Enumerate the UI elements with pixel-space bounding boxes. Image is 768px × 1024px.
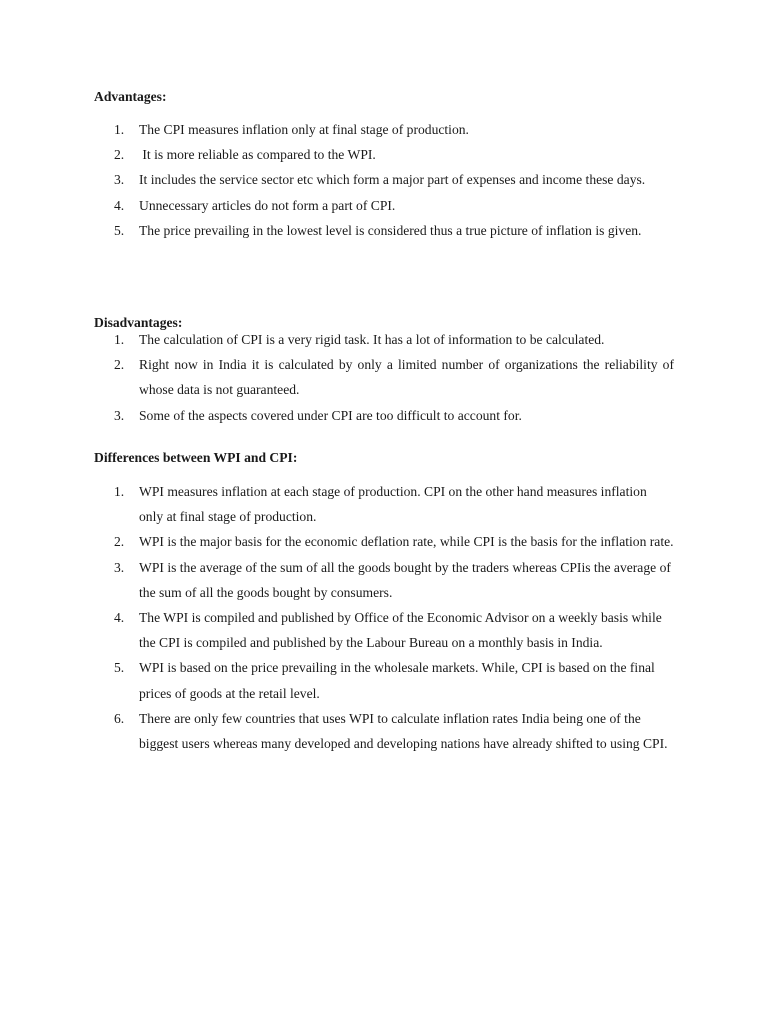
item-text: The WPI is compiled and published by Office of the Economic Advisor on a weekly basis while the CPI is compiled and published by the Labour Bureau on a monthly basis in India. (139, 610, 662, 651)
differences-list (0, 479, 768, 756)
item-number: 6. (114, 710, 125, 726)
item-text: It is more reliable as compared to the WPI. (139, 147, 376, 163)
item-text: Some of the aspects covered under CPI are too difficult to account for. (139, 407, 522, 423)
advantages-list (0, 117, 768, 243)
item-text: WPI is the major basis for the economic deflation rate, while CPI is the basis for the inflation rate. (139, 534, 674, 550)
list-item (0, 655, 768, 705)
item-number: 5. (114, 222, 125, 238)
list-item (0, 605, 768, 655)
item-text: The CPI measures inflation only at final stage of production. (139, 122, 469, 137)
item-number: 1. (114, 122, 125, 137)
item-text: The price prevailing in the lowest level is considered thus a true picture of inflation is given. (139, 222, 642, 238)
item-text: WPI is based on the price prevailing in the wholesale markets. While, CPI is based on the final prices of goods at the retail level. (139, 660, 655, 701)
differences-heading: Differences between WPI and CPI: (94, 450, 298, 465)
item-number: 1. (114, 484, 125, 499)
disadvantages-heading: Disadvantages: (94, 315, 183, 330)
item-number: 3. (114, 172, 125, 188)
item-text: WPI is the average of the sum of all the goods bought by the traders whereas CPIis the average of the sum of all the goods bought by consumers. (139, 559, 671, 600)
item-text: It includes the service sector etc which form a major part of expenses and income these days. (139, 172, 646, 188)
list-item (0, 117, 768, 142)
item-number: 4. (114, 197, 125, 213)
item-text: Unnecessary articles do not form a part of CPI. (139, 197, 396, 213)
disadvantages-list (0, 327, 768, 428)
item-number: 5. (114, 660, 125, 676)
list-item (0, 218, 768, 243)
item-text: The calculation of CPI is a very rigid task. It has a lot of information to be calculated. (139, 332, 605, 347)
item-number: 3. (114, 407, 125, 423)
list-item (0, 352, 768, 402)
item-text: Right now in India it is calculated by only a limited number of organizations the reliability of whose data is not guaranteed. (139, 357, 674, 398)
list-item (0, 327, 768, 352)
list-item (0, 479, 768, 529)
list-item (0, 142, 768, 167)
list-item (0, 167, 768, 192)
item-number: 2. (114, 147, 125, 163)
item-number: 1. (114, 332, 125, 347)
item-text: WPI measures inflation at each stage of production. CPI on the other hand measures inflation only at final stage of production. (139, 484, 647, 525)
item-text: There are only few countries that uses WPI to calculate inflation rates India being one of the biggest users whereas many developed and developing nations have already shifted to using CPI. (139, 710, 668, 752)
list-item (0, 555, 768, 605)
item-number: 3. (114, 559, 125, 575)
list-item (0, 706, 768, 756)
advantages-heading: Advantages: (94, 89, 167, 104)
item-number: 4. (114, 610, 125, 626)
list-item (0, 193, 768, 218)
item-number: 2. (114, 357, 125, 373)
list-item (0, 403, 768, 428)
item-number: 2. (114, 534, 125, 550)
list-item (0, 529, 768, 554)
